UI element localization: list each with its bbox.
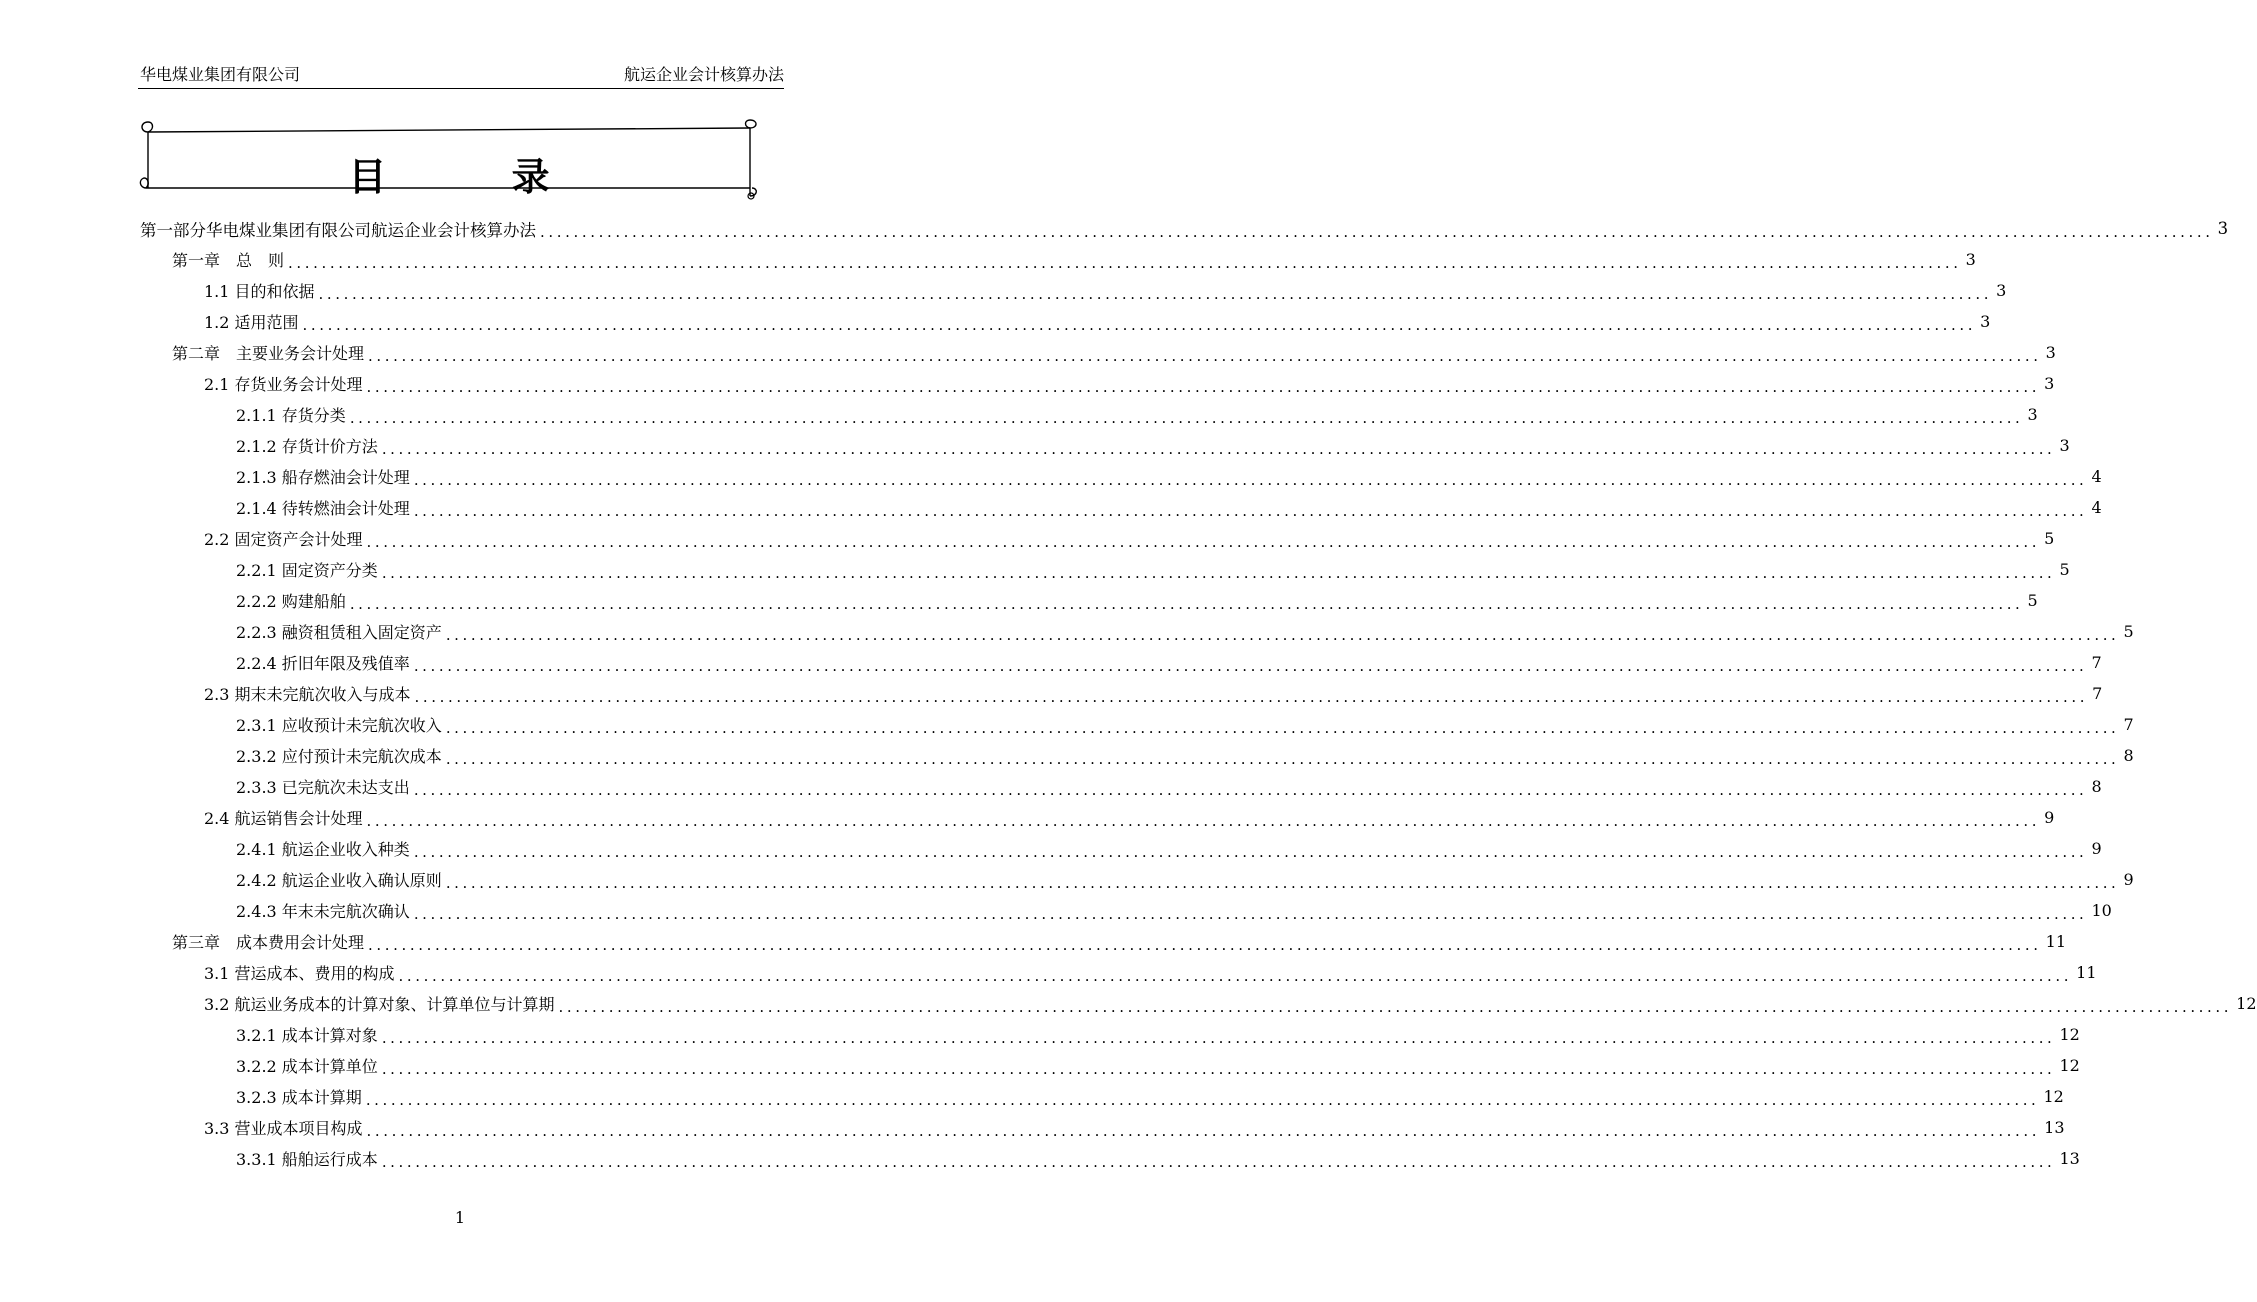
page-header-right: 航运企业会计核算办法 <box>623 65 784 84</box>
toc-leader-dots: ........................................................................................................................................................................................................ <box>302 315 1977 334</box>
toc-entry[interactable] <box>138 1081 2064 1112</box>
toc-leader-dots: ........................................................................................................................................................................................................ <box>365 1090 2040 1109</box>
toc-entry-page: 3 <box>1980 312 1991 331</box>
toc-entry-page: 7 <box>2091 653 2102 672</box>
toc-entry[interactable] <box>138 1050 2080 1081</box>
toc-leader-dots: ........................................................................................................................................................................................................ <box>288 253 1962 272</box>
toc-entry-page: 3 <box>2045 343 2056 362</box>
toc-entry[interactable] <box>138 337 2056 368</box>
toc-entry-page: 12 <box>2059 1056 2080 1075</box>
toc-entry[interactable] <box>138 740 2134 771</box>
toc-entry-page: 9 <box>2044 808 2055 827</box>
toc-leader-dots: ........................................................................................................................................................................................................ <box>445 718 2120 737</box>
toc-entry-label: 1.2 适用范围 <box>204 313 299 332</box>
toc-entry[interactable] <box>138 616 2134 647</box>
toc-leader-dots: ........................................................................................................................................................................................................ <box>445 625 2120 644</box>
toc-entry-label: 3.3 营业成本项目构成 <box>204 1119 363 1138</box>
toc-entry[interactable] <box>138 244 1976 275</box>
header-rule <box>138 88 784 89</box>
toc-entry-label: 2.1.3 船存燃油会计处理 <box>236 468 410 487</box>
toc-entry-page: 11 <box>2045 932 2066 951</box>
toc-leader-dots: ........................................................................................................................................................................................................ <box>366 377 2041 396</box>
toc-entry-page: 9 <box>2091 839 2102 858</box>
toc-entry[interactable] <box>138 957 2097 988</box>
toc-leader-dots: ........................................................................................................................................................................................................ <box>398 966 2073 985</box>
toc-entry[interactable] <box>138 461 2102 492</box>
toc-entry-label: 第一部分华电煤业集团有限公司航运企业会计核算办法 <box>140 220 536 240</box>
toc-leader-dots: ........................................................................................................................................................................................................ <box>366 811 2041 830</box>
toc-entry-label: 第三章 成本费用会计处理 <box>172 933 365 952</box>
toc-entry-label: 3.2.3 成本计算期 <box>236 1088 362 1107</box>
toc-leader-dots: ........................................................................................................................................................................................................ <box>413 842 2088 861</box>
toc-entry-page: 3 <box>2044 374 2055 393</box>
toc-leader-dots: ........................................................................................................................................................................................................ <box>445 749 2120 768</box>
toc-entry[interactable] <box>138 895 2112 926</box>
toc-leader-dots: ........................................................................................................................................................................................................ <box>540 222 2214 241</box>
toc-entry[interactable] <box>138 647 2102 678</box>
toc-entry-page: 3 <box>2027 405 2038 424</box>
toc-entry-label: 1.1 目的和依据 <box>204 282 315 301</box>
toc-leader-dots: ........................................................................................................................................................................................................ <box>413 501 2088 520</box>
toc-entry[interactable] <box>138 926 2066 957</box>
toc-entry-label: 2.4.1 航运企业收入种类 <box>236 840 410 859</box>
toc-entry[interactable] <box>138 771 2102 802</box>
toc-title: 目 录 <box>348 155 606 199</box>
toc-entry[interactable] <box>138 988 2257 1019</box>
toc-entry[interactable] <box>138 833 2102 864</box>
toc-entry-label: 2.4.3 年末未完航次确认 <box>236 902 410 921</box>
toc-entry-label: 2.1.2 存货计价方法 <box>236 437 378 456</box>
table-of-contents <box>138 213 2257 1174</box>
toc-entry-page: 7 <box>2123 715 2134 734</box>
toc-leader-dots: ........................................................................................................................................................................................................ <box>381 1152 2056 1171</box>
toc-entry-label: 2.1.1 存货分类 <box>236 406 346 425</box>
toc-leader-dots: ........................................................................................................................................................................................................ <box>368 346 2042 365</box>
toc-entry-label: 3.2.1 成本计算对象 <box>236 1026 378 1045</box>
toc-leader-dots: ........................................................................................................................................................................................................ <box>413 470 2088 489</box>
toc-entry[interactable] <box>138 864 2134 895</box>
toc-leader-dots: ........................................................................................................................................................................................................ <box>413 780 2088 799</box>
toc-entry-page: 4 <box>2091 467 2102 486</box>
toc-entry-page: 3 <box>2059 436 2070 455</box>
toc-leader-dots: ........................................................................................................................................................................................................ <box>445 873 2120 892</box>
toc-entry-label: 2.2.2 购建船舶 <box>236 592 346 611</box>
toc-entry-page: 12 <box>2236 994 2257 1013</box>
toc-entry-page: 12 <box>2059 1025 2080 1044</box>
toc-leader-dots: ........................................................................................................................................................................................................ <box>366 1121 2041 1140</box>
toc-entry[interactable] <box>138 523 2055 554</box>
toc-entry-label: 2.3.1 应收预计未完航次收入 <box>236 716 442 735</box>
toc-entry[interactable] <box>138 1143 2080 1174</box>
toc-leader-dots: ........................................................................................................................................................................................................ <box>318 284 1993 303</box>
toc-entry[interactable] <box>138 585 2038 616</box>
toc-entry[interactable] <box>138 1019 2080 1050</box>
toc-entry-page: 12 <box>2043 1087 2064 1106</box>
toc-entry[interactable] <box>138 306 1991 337</box>
toc-entry[interactable] <box>138 554 2070 585</box>
page-header-left: 华电煤业集团有限公司 <box>140 65 301 84</box>
toc-leader-dots: ........................................................................................................................................................................................................ <box>558 997 2233 1016</box>
toc-entry-page: 3 <box>1996 281 2007 300</box>
toc-entry-page: 13 <box>2044 1118 2065 1137</box>
toc-entry[interactable] <box>138 678 2103 709</box>
toc-entry-label: 2.3.2 应付预计未完航次成本 <box>236 747 442 766</box>
toc-leader-dots: ........................................................................................................................................................................................................ <box>381 1028 2056 1047</box>
toc-entry-label: 2.2.3 融资租赁租入固定资产 <box>236 623 442 642</box>
toc-leader-dots: ........................................................................................................................................................................................................ <box>413 904 2088 923</box>
toc-entry-label: 2.3.3 已完航次未达支出 <box>236 778 410 797</box>
toc-entry-page: 3 <box>1965 250 1976 269</box>
toc-entry-label: 2.1.4 待转燃油会计处理 <box>236 499 410 518</box>
toc-entry-page: 3 <box>2217 219 2229 238</box>
toc-leader-dots: ........................................................................................................................................................................................................ <box>381 439 2056 458</box>
toc-entry[interactable] <box>138 492 2102 523</box>
toc-entry-label: 第二章 主要业务会计处理 <box>172 344 365 363</box>
toc-leader-dots: ........................................................................................................................................................................................................ <box>349 408 2024 427</box>
toc-leader-dots: ........................................................................................................................................................................................................ <box>381 563 2056 582</box>
toc-entry[interactable] <box>138 275 2007 306</box>
toc-entry-page: 5 <box>2027 591 2038 610</box>
toc-entry-label: 第一章 总 则 <box>172 251 285 270</box>
toc-entry[interactable] <box>138 368 2055 399</box>
toc-entry-page: 13 <box>2059 1149 2080 1168</box>
toc-entry-page: 5 <box>2059 560 2070 579</box>
toc-entry[interactable] <box>138 1112 2065 1143</box>
toc-entry-label: 2.4 航运销售会计处理 <box>204 809 363 828</box>
toc-entry-label: 2.2 固定资产会计处理 <box>204 530 363 549</box>
toc-leader-dots: ........................................................................................................................................................................................................ <box>414 687 2089 706</box>
toc-title-banner <box>138 118 760 202</box>
toc-entry-label: 2.3 期末未完航次收入与成本 <box>204 685 411 704</box>
toc-entry-label: 3.2 航运业务成本的计算对象、计算单位与计算期 <box>204 995 555 1014</box>
toc-entry-page: 10 <box>2091 901 2112 920</box>
toc-entry[interactable] <box>138 802 2055 833</box>
toc-entry[interactable] <box>138 399 2038 430</box>
toc-entry-page: 9 <box>2123 870 2134 889</box>
toc-entry-label: 3.3.1 船舶运行成本 <box>236 1150 378 1169</box>
toc-entry-label: 2.2.1 固定资产分类 <box>236 561 378 580</box>
toc-entry-page: 5 <box>2044 529 2055 548</box>
toc-leader-dots: ........................................................................................................................................................................................................ <box>349 594 2024 613</box>
toc-leader-dots: ........................................................................................................................................................................................................ <box>368 935 2042 954</box>
toc-entry-label: 2.1 存货业务会计处理 <box>204 375 363 394</box>
toc-leader-dots: ........................................................................................................................................................................................................ <box>381 1059 2056 1078</box>
toc-entry-page: 11 <box>2076 963 2097 982</box>
toc-entry-label: 3.1 营运成本、费用的构成 <box>204 964 395 983</box>
toc-entry[interactable] <box>138 430 2070 461</box>
toc-entry-page: 7 <box>2092 684 2103 703</box>
toc-entry-label: 2.4.2 航运企业收入确认原则 <box>236 871 442 890</box>
toc-entry-page: 8 <box>2091 777 2102 796</box>
toc-leader-dots: ........................................................................................................................................................................................................ <box>413 656 2088 675</box>
toc-entry-page: 8 <box>2123 746 2134 765</box>
page-number: 1 <box>454 1208 466 1227</box>
toc-leader-dots: ........................................................................................................................................................................................................ <box>366 532 2041 551</box>
toc-entry-label: 3.2.2 成本计算单位 <box>236 1057 378 1076</box>
toc-entry[interactable] <box>138 213 2229 244</box>
toc-entry-label: 2.2.4 折旧年限及残值率 <box>236 654 410 673</box>
toc-entry-page: 4 <box>2091 498 2102 517</box>
toc-entry[interactable] <box>138 709 2134 740</box>
toc-entry-page: 5 <box>2123 622 2134 641</box>
